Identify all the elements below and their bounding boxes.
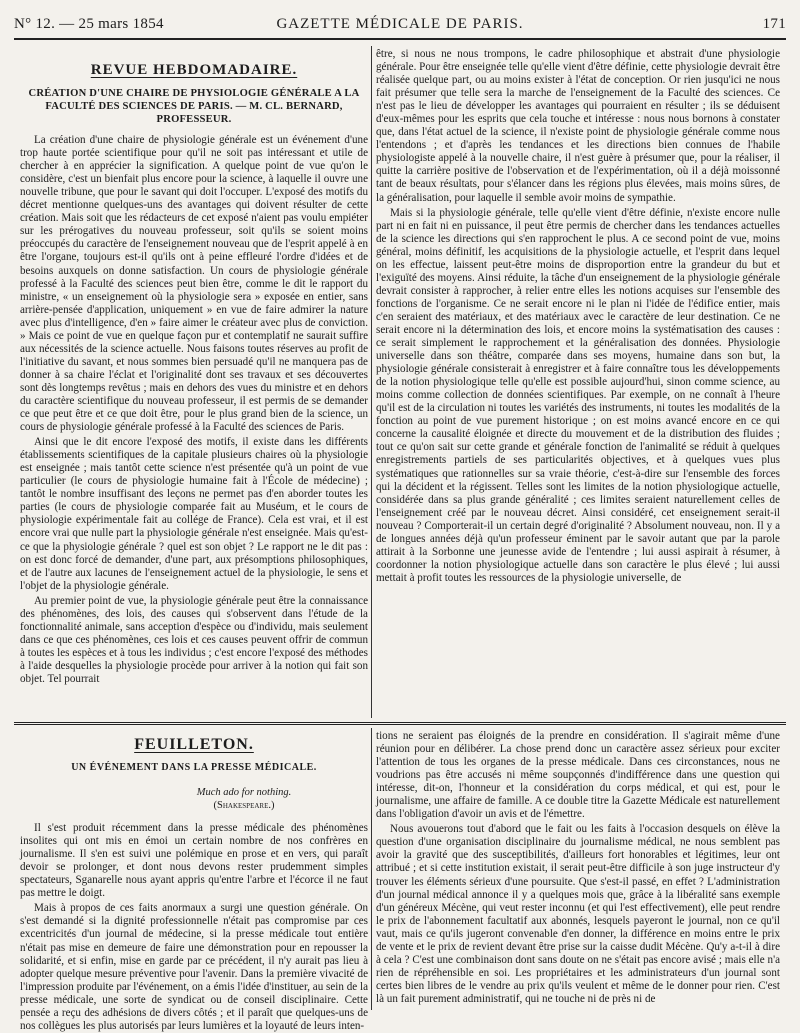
epigraph-author: (Shakespeare.)	[213, 800, 275, 812]
revue-column-left	[20, 48, 368, 686]
feuilleton-column-left	[20, 730, 368, 1033]
revue-paragraph: Mais si la physiologie générale, telle qu'elle vient d'être définie, n'existe encore nulle part ni en fait ni en puissance, il peut être permis de chercher dans les tendances actuelles de la science les directions qui s'en rapprochent le plus. A ce second point de vue, moins général, moins définitif, les acquisitions de la physiologie actuelle, et l'esprit dans lequel on les effectue, laissent peut-être moins de disproportion entre la grandeur du but et l'exiguïté des moyens. Ainsi réduite, la tâche d'un enseignement de la physiologie générale devrait consister à rapprocher, à relier entre elles les notions acquises sur l'ensemble des fonctions de l'organisme. Ce ne serait encore ni le plan ni l'idée de l'édifice entier, mais c'en seraient des matériaux, et des matériaux avec le caractère de leur destination. Ce ne serait encore ni la détermination des lois, et encore moins la systématisation des causes : ce serait simplement le rapprochement et la généralisation des données. Physiologie universelle dans son théâtre, comparée dans ses moyens, humaine dans son but, la physiologie générale consisterait à enregistrer et à faire connaître tous les développements de la notion physiologique telle qu'elle est possible aujourd'hui, sinon comme science, au moins comme collection de données scientifiques. Par exemple, on ne connaît à l'heure qu'il est de la circulation ni toutes les variétés des instruments, ni toutes les modalités de la fonction au point de vue purement historique ; on est moins avancé encore en ce qui concerne la causalité éloignée et directe du mouvement et de la distribution des fluides ; tout ce qu'on sait sur cette grande et générale fonction de l'animalité se réduit à quelques enregistrements partiels de ses particularités objectives, et à quelques vues plus systématiques que rationnelles sur sa vraie théorie, c'est-à-dire sur l'ensemble des forces qui la décident et la régissent. Telles sont les limites de la notion physiologique actuelle, considérée dans sa plus grande généralité ; ces limites seraient naturellement celles de l'enseignement créé par le nouveau décret. Ainsi considéré, cet enseignement serait-il nouveau ? Comporterait-il un certain degré d'originalité ? Absolument nouveau, non. Il y a de longues années déjà qu'un professeur éminent par le savoir autant que par la parole attirait à la Sorbonne une jeunesse avide de l'entendre ; lui aussi aspirait à résumer, à coordonner la notion physiologique actuelle dans son caractère le plus élevé ; lui aussi mettait à profit toutes les ressources de la physiologie universelle, de	[376, 206, 780, 584]
feuilleton-paragraph: Il s'est produit récemment dans la presse médicale des phénomènes insolites qui ont mis en émoi un certain nombre de nos confrères en journalisme. Il s'en est suivi une polémique en prose et en vers, qui paraît devoir se prolonger, et dont nous devons rester prudemment simples spectateurs, Sganarelle nous ayant appris qu'entre l'arbre et l'écorce il ne faut pas mettre le doigt.	[20, 822, 368, 900]
event-title: UN ÉVÉNEMENT DANS LA PRESSE MÉDICALE.	[71, 762, 317, 774]
feuilleton-paragraph: Nous avouerons tout d'abord que le fait ou les faits à l'occasion desquels on élève la question d'une organisation disciplinaire du journalisme médical, ne nous semblent pas avoir la gravité que des susceptibilités, d'ailleurs fort honorables et légitimes, leur ont attribué ; et si cette institution existait, il serait peut-être difficile à son juge instructeur d'y trouver les éléments sérieux d'une poursuite. Que s'est-il passé, en effet ? L'administration d'un journal médical annonce il y a quelques mois que, grâce à la libéralité sans exemple d'un généreux Mécène, qui veut rester inconnu (et qui l'est effectivement), elle peut rendre le prix de l'abonnement facultatif aux abonnés, lesquels payeront le journal, non ce qu'il vaut, mais ce qu'ils jugeront convenable d'en donner, la différence en moins entre le prix de vente et le prix de revient devant être prise sur la caisse dudit Mécène. Qu'y a-t-il à dire à cela ? C'est une combinaison dont sans doute on ne s'était pas encore avisé ; mais elle n'a rien de répréhensible en soi. Les propriétaires et les administrateurs d'un journal sont certes bien libres de le vendre au prix qu'ils veulent et même de le donner pour rien. C'est là un fait purement administratif, qui ne touche ni de près ni de	[376, 823, 780, 1005]
issue-date: N° 12. — 25 mars 1854	[14, 16, 164, 32]
epigraph	[120, 786, 368, 812]
feuilleton-separator	[14, 722, 786, 725]
revue-subtitle: CRÉATION D'UNE CHAIRE DE PHYSIOLOGIE GÉNÉRALE A LA FACULTÉ DES SCIENCES DE PARIS. — M. CL. BERNARD, PROFESSEUR.	[28, 88, 360, 126]
revue-column-right	[376, 48, 780, 585]
revue-paragraph: Ainsi que le dit encore l'exposé des motifs, il existe dans les différents établissements scientifiques de la capitale plusieurs chaires où la physiologie est enseignée ; mais tantôt cette science n'est présentée qu'à un point de vue particulier (le cours de physiologie humaine fait à l'École de médecine) ; tantôt le nombre insuffisant des leçons ne permet pas d'en aborder toutes les parties (le cours de physiologie comparée fait au Muséum, et le cours de physiologie expérimentale fait au collége de France). Cela est vrai, et il est encore vrai que nulle part la physiologie générale n'est enseignée. Mais qu'est-ce que la physiologie générale ? quel est son objet ? Le rapport ne le dit pas : on est donc forcé de demander, d'une part, aux présomptions philosophiques, et de l'autre aux lacunes de l'enseignement actuel de la physiologie, le sens et l'objet de la physiologie générale.	[20, 436, 368, 592]
epigraph-quote: Much ado for nothing.	[196, 787, 292, 799]
feuilleton-paragraph: Mais à propos de ces faits anormaux a surgi une question générale. On s'est demandé si la dignité professionnelle n'était pas compromise par ces excentricités d'un journal de médecine, si la presse médicale tout entière n'était pas mise en demeure de faire une démonstration pour en repousser la solidarité, et si enfin, mise en garde par ce précédent, il n'y aurait pas lieu à adopter quelque mesure préventive pour l'avenir. Dans la première vivacité de l'impression produite par l'événement, on a émis l'idée d'instituer, au sein de la presse médicale, une sorte de syndicat ou de conseil disciplinaire. Cette pensée a reçu des adhésions de divers côtés ; et il paraît que quelques-uns de nos collègues les plus autorisés par leurs lumières et la loyauté de leurs inten-	[20, 902, 368, 1032]
journal-title: GAZETTE MÉDICALE DE PARIS.	[276, 16, 524, 32]
column-divider	[371, 46, 372, 718]
revue-paragraph: être, si nous ne nous trompons, le cadre philosophique et abstrait d'une physiologie générale. Pour être enseignée telle qu'elle vient d'être définie, cette physiologie devrait être réalisée quelque part, ou au moins exister à l'état de conception. Or rien jusqu'ici ne nous fait présumer que telle sera la marche de l'enseignement de la Faculté des sciences. Ce n'est pas le lieu de développer les avantages qui pourraient en résulter ; ils se déduisent d'eux-mêmes pour les esprits que cela touche et intéresse : nous nous bornons à constater que, dans l'état actuel de la science, il n'existe point de physiologie générale comme nous l'entendons ; et d'après les tendances et les directions bien connues de l'habile physiologiste appelé à la nouvelle chaire, il n'est guère à présumer que, pour la réaliser, il quitte la carrière positive de l'observation et de l'expérimentation, où il a déjà moissonné tant de beaux résultats, pour s'élancer dans les régions plus élevées, mais moins sûres, de la généralisation, pour laquelle il semble avoir moins de sympathie.	[376, 48, 780, 204]
column-divider	[371, 728, 372, 1010]
feuilleton-column-right	[376, 730, 780, 1006]
revue-paragraph: Au premier point de vue, la physiologie générale peut être la connaissance des phénomènes, des lois, des causes qui s'observent dans l'étude de la fonctionnalité animale, sans acception d'espèce ou d'individu, mais seulement dans ce que ces phénomènes, ces lois et ces causes peuvent offrir de commun à toutes les espèces et à tous les individus ; c'est encore l'exposé des méthodes à l'aide desquelles la physiologie procède pour arriver à la notion qui fait son objet. Tel pourrait	[20, 594, 368, 685]
page-header	[14, 14, 786, 40]
revue-title: REVUE HEBDOMADAIRE.	[90, 62, 298, 78]
revue-paragraph: La création d'une chaire de physiologie générale est un événement d'une trop haute portée scientifique pour qu'il ne soit pas intéressant et utile de chercher à en apprécier la signification. A quelque point de vue qu'on le considère, c'est un bienfait plus encore pour la science, à laquelle il ouvre une nouvelle tribune, que pour le savant qui doit l'occuper. L'exposé des motifs du décret mentionne quelques-uns des avantages qui doivent résulter de cette création. Mais soit que les rédacteurs de cet exposé n'aient pas voulu empiéter sur les prérogatives du nouveau professeur, soit qu'ils se soient moins préoccupés du caractère de l'enseignement nouveau que de l'esprit appelé à en être l'organe, toujours est-il qu'ils ont à peine effleuré l'ordre d'idées et de besoins auxquels on donne satisfaction. Un cours de physiologie générale professé à la Faculté des sciences peut bien être, comme le dit le rapport du ministre, « un enseignement où la physiologie sera » exposée en entier, sans arrière-pensée d'application, uniquement » en vue de faire admirer la nature avec plus d'intelligence, d'en » faire aimer le créateur avec plus de conviction. » Mais ce point de vue en quelque façon pur et contemplatif ne saurait suffire aux nécessités de la science actuelle. Nous faisons toutes réserves au profit de l'initiative du savant, et nous sommes bien persuadé qu'il ne manquera pas de donner à sa chaire l'éclat et l'originalité dont ses travaux et ses découvertes sont dès longtemps revêtus ; mais en dehors des vues du ministre et en dehors du caractère scientifique du nouveau professeur, il est permis de se demander ce que peut être et ce que doit être, pour le plus grand bien de la science, un cours de physiologie générale professé à la Faculté des sciences de Paris.	[20, 134, 368, 434]
feuilleton-paragraph: tions ne seraient pas éloignés de la prendre en considération. Il s'agirait même d'une réunion pour en délibérer. La chose prend donc un caractère assez sérieux pour exciter l'attention de tous les organes de la presse médicale. Dans ces circonstances, nous ne voudrions pas être accusés ni même soupçonnés d'indifférence dans une question qui intéresse, dit-on, l'honneur et la considération du corps médical, et qui est, pour le journalisme, une affaire de famille. A ce double titre la Gazette Médicale est naturellement dans l'obligation d'avoir un avis et de l'émettre.	[376, 730, 780, 821]
feuilleton-title: FEUILLETON.	[134, 736, 254, 753]
page-number: 171	[762, 16, 786, 32]
